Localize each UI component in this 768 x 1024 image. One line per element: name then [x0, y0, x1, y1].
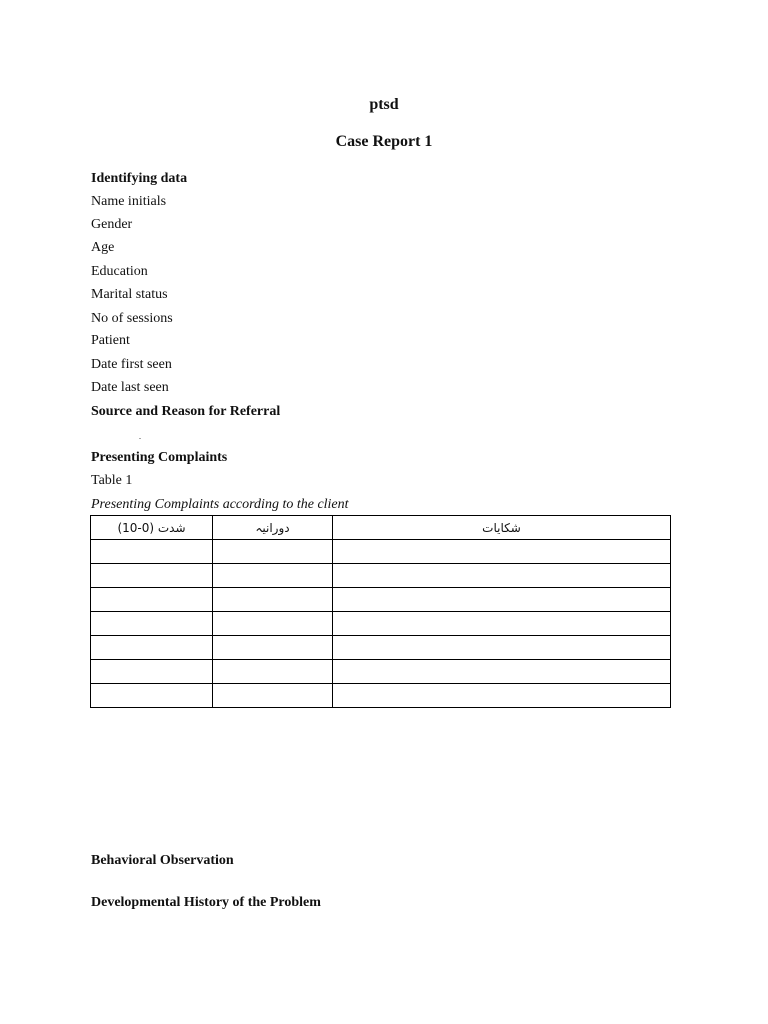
referral-mark: . [139, 432, 141, 441]
document-title: ptsd [369, 96, 399, 113]
table-row [91, 612, 671, 636]
table-cell [333, 540, 671, 564]
table-cell [213, 540, 333, 564]
table-cell [91, 636, 213, 660]
table-cell [213, 660, 333, 684]
field-date-first-seen: Date first seen [91, 357, 172, 372]
table-row [91, 588, 671, 612]
table-label: Table 1 [91, 473, 133, 488]
table-row [91, 660, 671, 684]
field-gender: Gender [91, 217, 133, 232]
table-cell [333, 612, 671, 636]
table-cell [91, 564, 213, 588]
field-marital-status: Marital status [91, 287, 168, 302]
table-row [91, 540, 671, 564]
table-row [91, 564, 671, 588]
table-cell [91, 684, 213, 708]
table-cell [333, 684, 671, 708]
table-row [91, 636, 671, 660]
developmental-history-heading: Developmental History of the Problem [91, 895, 321, 910]
field-no-of-sessions: No of sessions [91, 311, 173, 326]
field-name-initials: Name initials [91, 194, 167, 209]
table-cell [213, 564, 333, 588]
header-duration: دورانیہ [213, 516, 333, 540]
table-cell [333, 588, 671, 612]
field-date-last-seen: Date last seen [91, 380, 169, 395]
table-cell [91, 540, 213, 564]
referral-heading: Source and Reason for Referral [91, 404, 281, 419]
table-cell [91, 612, 213, 636]
table-cell [333, 660, 671, 684]
behavioral-observation-heading: Behavioral Observation [91, 853, 234, 868]
table-cell [213, 612, 333, 636]
table-cell [213, 588, 333, 612]
field-age: Age [91, 240, 115, 255]
table-cell [333, 636, 671, 660]
identifying-data-heading: Identifying data [91, 171, 188, 186]
case-report-title: Case Report 1 [335, 133, 433, 150]
table-header-row [91, 516, 671, 540]
header-severity: شدت (0-10) [91, 516, 213, 540]
table-cell [213, 636, 333, 660]
complaints-table [90, 515, 671, 708]
field-patient: Patient [91, 333, 130, 348]
table-cell [91, 660, 213, 684]
table-row [91, 684, 671, 708]
header-complaints: شکایات [333, 516, 671, 540]
field-education: Education [91, 264, 148, 279]
table-cell [91, 588, 213, 612]
presenting-complaints-heading: Presenting Complaints [91, 450, 228, 465]
table-cell [333, 564, 671, 588]
table-cell [213, 684, 333, 708]
table-caption: Presenting Complaints according to the client [91, 497, 349, 512]
